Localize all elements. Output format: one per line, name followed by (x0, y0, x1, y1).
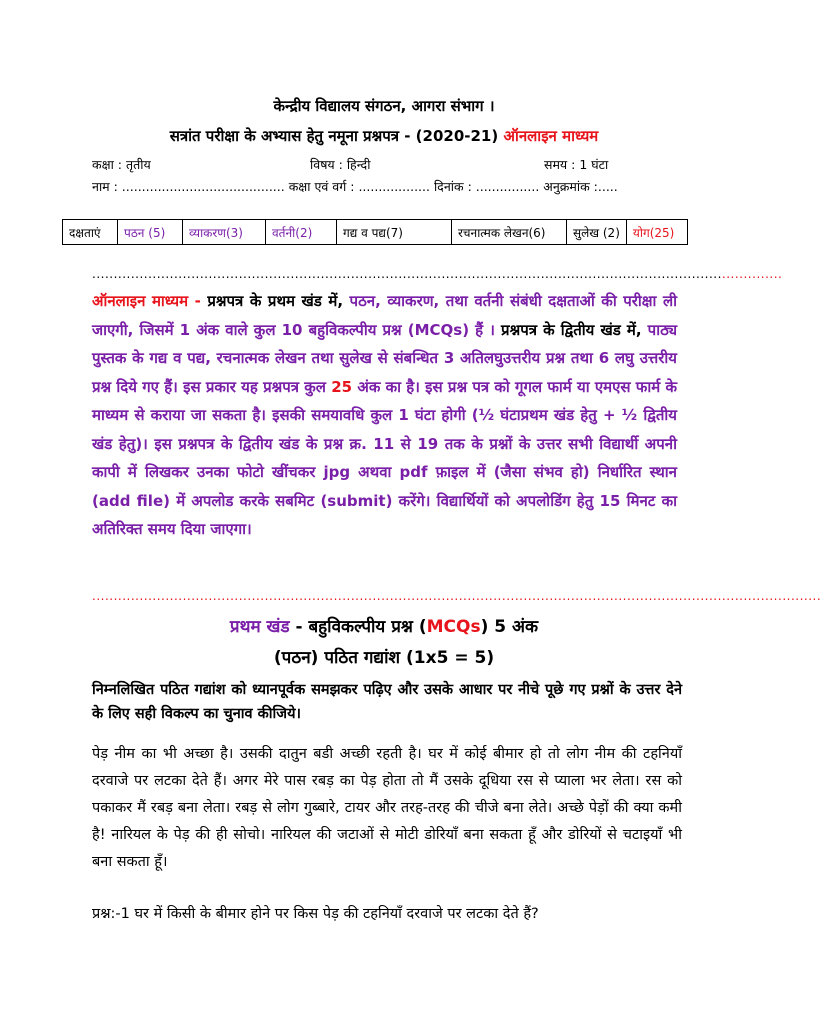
skill-cell: दक्षताएं (63, 220, 118, 245)
exam-title (0, 126, 768, 146)
skill-cell: वर्तनी(2) (266, 220, 337, 245)
organization-title: केन्द्रीय विद्यालय संगठन, आगरा संभाग । (273, 97, 495, 115)
subject-info: विषय : हिन्दी (310, 157, 371, 172)
skill-cell-total: योग(25) (626, 220, 687, 245)
passage-instruction: निम्नलिखित पठित गद्यांश को ध्यानपूर्वक समझकर पढ़िए और उसके आधार पर नीचे पूछे गए प्रश्नों के उत्तर देने के लिए सही विकल्प का चुनाव कीजिये। (92, 682, 682, 722)
separator-line-red: ......................................................................................................................................................................... (92, 589, 821, 603)
skills-row (63, 220, 688, 245)
exam-mode: ऑनलाइन माध्यम (503, 127, 599, 145)
intro-part-2: पठन, व्याकरण, तथा वर्तनी संबंधी दक्षताओं की परीक्षा ली जाएगी, जिसमें 1 अंक वाले कुल 10 बहुविकल्पीय प्रश्न (MCQs) हैं । (92, 292, 678, 339)
question-1: प्रश्न:-1 घर में किसी के बीमार होने पर किस पेड़ की टहनियाँ दरवाजे पर लटका देते हैं? (92, 906, 539, 922)
skill-cell: पठन (5) (118, 220, 183, 245)
mode-label: ऑनलाइन माध्यम - (92, 292, 201, 310)
section-title-text: - बहुविकल्पीय प्रश्न ( (289, 617, 427, 637)
skill-cell: रचनात्मक लेखन(6) (452, 220, 567, 245)
intro-part-4: पाठ्य पुस्तक के गद्य व पद्य, रचनात्मक लेखन तथा सुलेख से संबन्धित 3 अतिलघुउत्तरीय प्रश्न तथा 6 लघु उत्तरीय प्रश्न दिये गए हैं। इस प्रकार यह प्रश्नपत्र कुल (92, 320, 678, 396)
section-marks: ) 5 अंक (480, 617, 539, 637)
skill-cell: गद्य व पद्य(7) (337, 220, 452, 245)
section-subtitle: (पठन) पठित गद्यांश (1x5 = 5) (273, 648, 495, 668)
intro-part-5: अंक का है। इस प्रश्न पत्र को गूगल फार्म या एमएस फार्म के माध्यम से कराया जा सकता है। इसकी समयावधि कुल 1 घंटा होगी (½ घंटाप्रथम खंड हेतु + ½ द्वितीय खंड हेतु)। इस प्रश्नपत्र के द्वितीय खंड के प्रश्न क्र. 11 से 19 तक के प्रश्नों के उत्तर सभी विद्यार्थी अपनी कापी में लिखकर उनका फोटो खींचकर jpg अथवा pdf फ़ाइल में (जैसा संभव हो) निर्धारित स्थान (add file) में अपलोड करके सबमिट (submit) करेंगे। विद्यार्थियों को अपलोडिंग हेतु 15 मिनट का अतिरिक्त समय दिया जाएगा। (92, 377, 678, 538)
total-marks: 25 (325, 377, 353, 396)
separator-line: ................................................................................................................................................................ (92, 267, 783, 281)
class-info: कक्षा : तृतीय (92, 157, 151, 172)
reading-passage: पेड़ नीम का भी अच्छा है। उसकी दातुन बडी अच्छी रहती है। घर में कोई बीमार हो तो लोग नीम की टहनियाँ दरवाजे पर लटका देते हैं। अगर मेरे पास रबड़ का पेड़ होता तो मैं उसके दूधिया रस से प्याला भर लेता। रस को पकाकर मैं रबड़ बना लेता। रबड़ से लोग गुब्बारे, टायर और तरह-तरह की चीजे बना लेते। अच्छे पेड़ों की क्या कमी है! नारियल के पेड़ की ही सोचो। नारियल की जटाओं से मोटी डोरियाँ बना सकता हूँ और डोरियों से चटाइयाँ भी बना सकता हूँ। (92, 746, 682, 870)
intro-part-1: प्रश्नपत्र के प्रथम खंड में, (200, 292, 344, 310)
skills-table (62, 219, 688, 245)
exam-title-main: सत्रांत परीक्षा के अभ्यास हेतु नमूना प्रश्नपत्र - (2020-21) (169, 127, 499, 145)
section-title (0, 614, 768, 637)
intro-part-3: प्रश्नपत्र के द्वितीय खंड में, (494, 320, 642, 339)
skill-cell: व्याकरण(3) (183, 220, 266, 245)
skill-cell: सुलेख (2) (567, 220, 627, 245)
section-name: प्रथम खंड (229, 617, 290, 637)
time-info: समय : 1 घंटा (544, 157, 609, 172)
student-details-line: नाम : ......................................... कक्षा एवं वर्ग : .................. दिनांक : ................ अनुक्रमांक :..... (92, 179, 618, 194)
instructions-paragraph (92, 287, 677, 544)
meta-row-1 (92, 156, 712, 174)
mcq-label: MCQs (426, 617, 481, 637)
